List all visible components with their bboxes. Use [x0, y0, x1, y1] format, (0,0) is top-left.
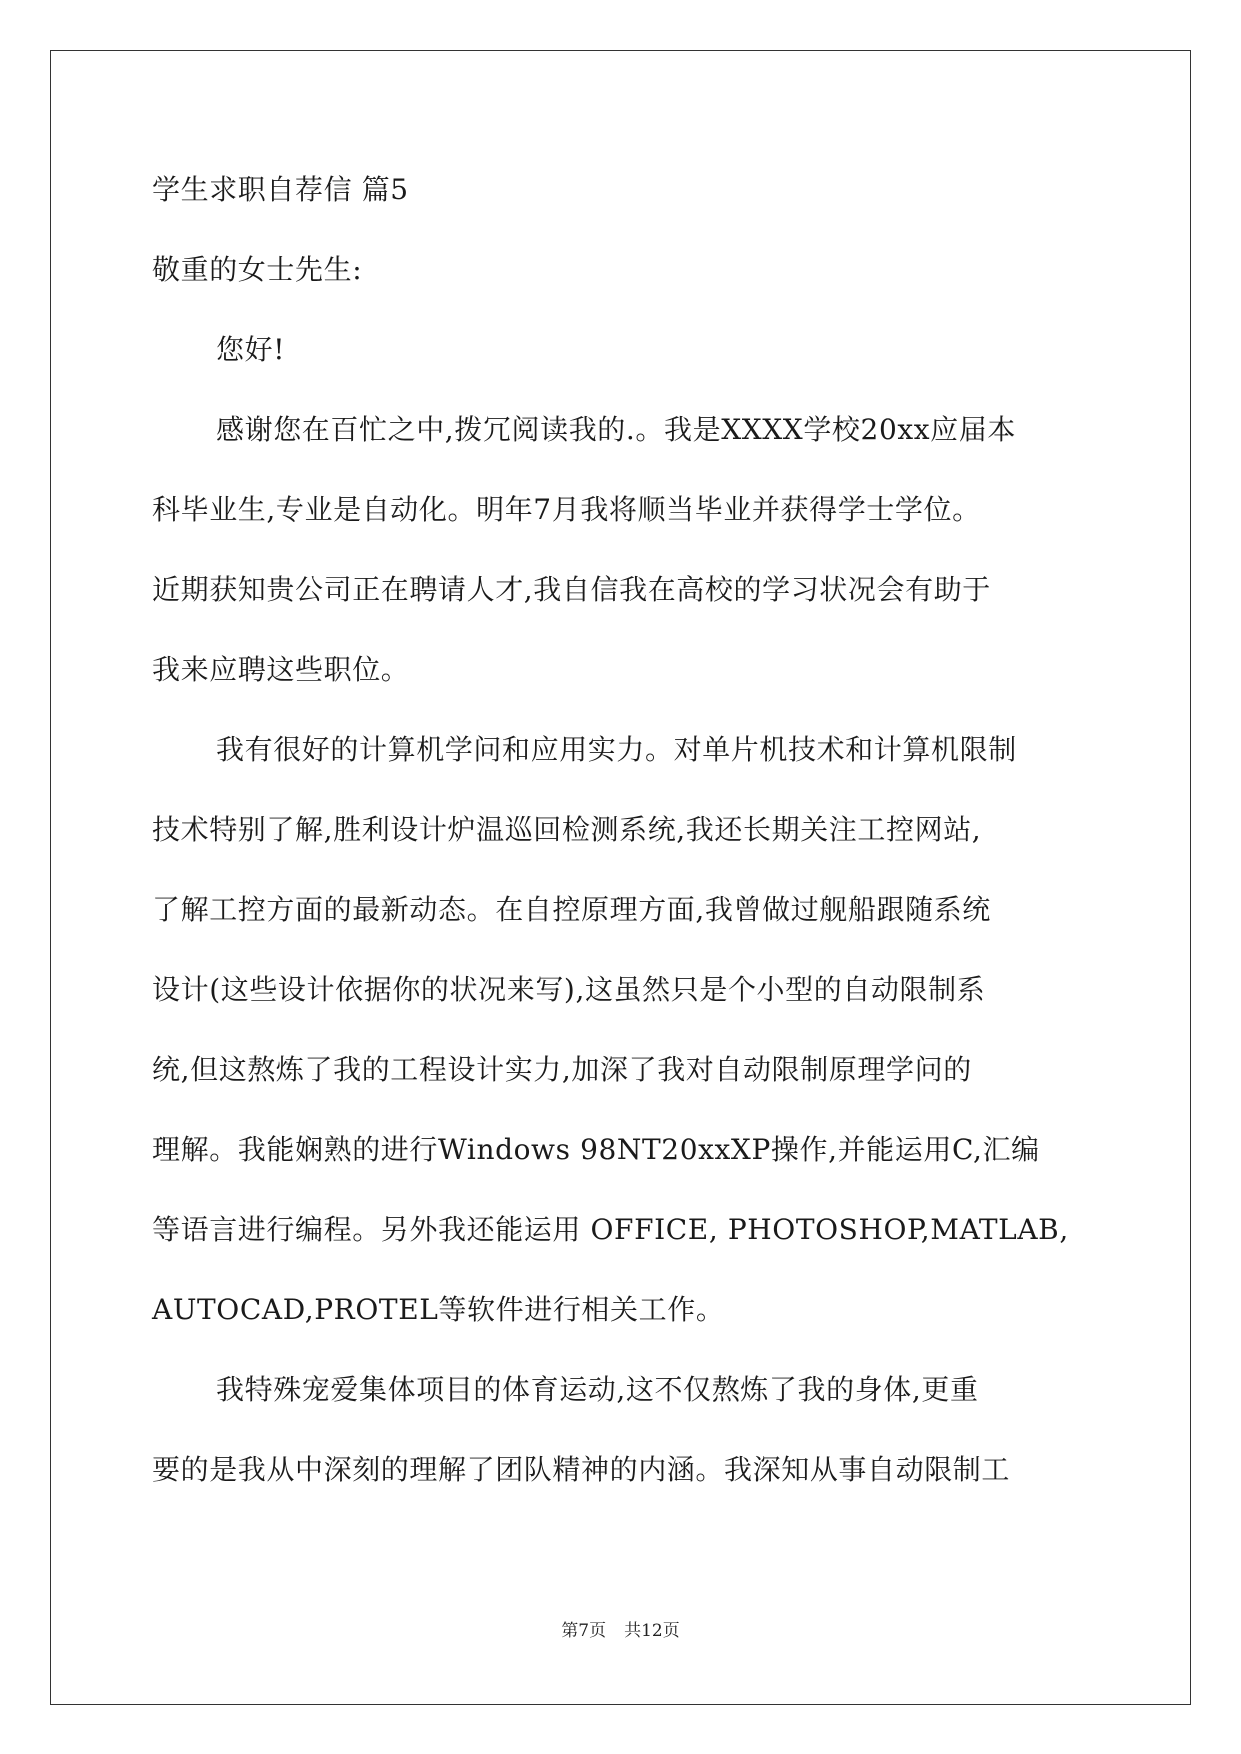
paragraph-1-line-1: 感谢您在百忙之中,拨冗阅读我的.。我是XXXX学校20xx应届本 — [216, 413, 1016, 446]
salutation: 敬重的女士先生: — [152, 253, 363, 286]
paragraph-2-line-3: 了解工控方面的最新动态。在自控原理方面,我曾做过舰船跟随系统 — [152, 893, 991, 926]
paragraph-3-line-2: 要的是我从中深刻的理解了团队精神的内涵。我深知从事自动限制工 — [152, 1453, 1011, 1486]
paragraph-2-line-4: 设计(这些设计依据你的状况来写),这虽然只是个小型的自动限制系 — [152, 973, 986, 1006]
paragraph-3-line-1: 我特殊宠爱集体项目的体育运动,这不仅熬炼了我的身体,更重 — [216, 1373, 979, 1406]
page-footer — [0, 1616, 1241, 1641]
letter-body — [152, 150, 1092, 1510]
letter-title: 学生求职自荐信 篇5 — [152, 173, 409, 206]
paragraph-1-line-4: 我来应聘这些职位。 — [152, 653, 410, 686]
page-total: 共12页 — [624, 1621, 680, 1641]
paragraph-1-line-2: 科毕业生,专业是自动化。明年7月我将顺当毕业并获得学士学位。 — [152, 493, 981, 526]
paragraph-2-line-1: 我有很好的计算机学问和应用实力。对单片机技术和计算机限制 — [216, 733, 1017, 766]
greeting: 您好! — [216, 333, 286, 366]
paragraph-2-line-6: 理解。我能娴熟的进行Windows 98NT20xxXP操作,并能运用C,汇编 — [152, 1133, 1040, 1166]
page-number: 第7页 — [561, 1621, 607, 1641]
paragraph-2-line-5: 统,但这熬炼了我的工程设计实力,加深了我对自动限制原理学问的 — [152, 1053, 972, 1086]
paragraph-2-line-2: 技术特别了解,胜利设计炉温巡回检测系统,我还长期关注工控网站, — [152, 813, 982, 846]
paragraph-2-line-7: 等语言进行编程。另外我还能运用 OFFICE, PHOTOSHOP,MATLAB, — [152, 1213, 1069, 1246]
paragraph-1-line-3: 近期获知贵公司正在聘请人才,我自信我在高校的学习状况会有助于 — [152, 573, 991, 606]
paragraph-2-line-8: AUTOCAD,PROTEL等软件进行相关工作。 — [152, 1293, 725, 1326]
